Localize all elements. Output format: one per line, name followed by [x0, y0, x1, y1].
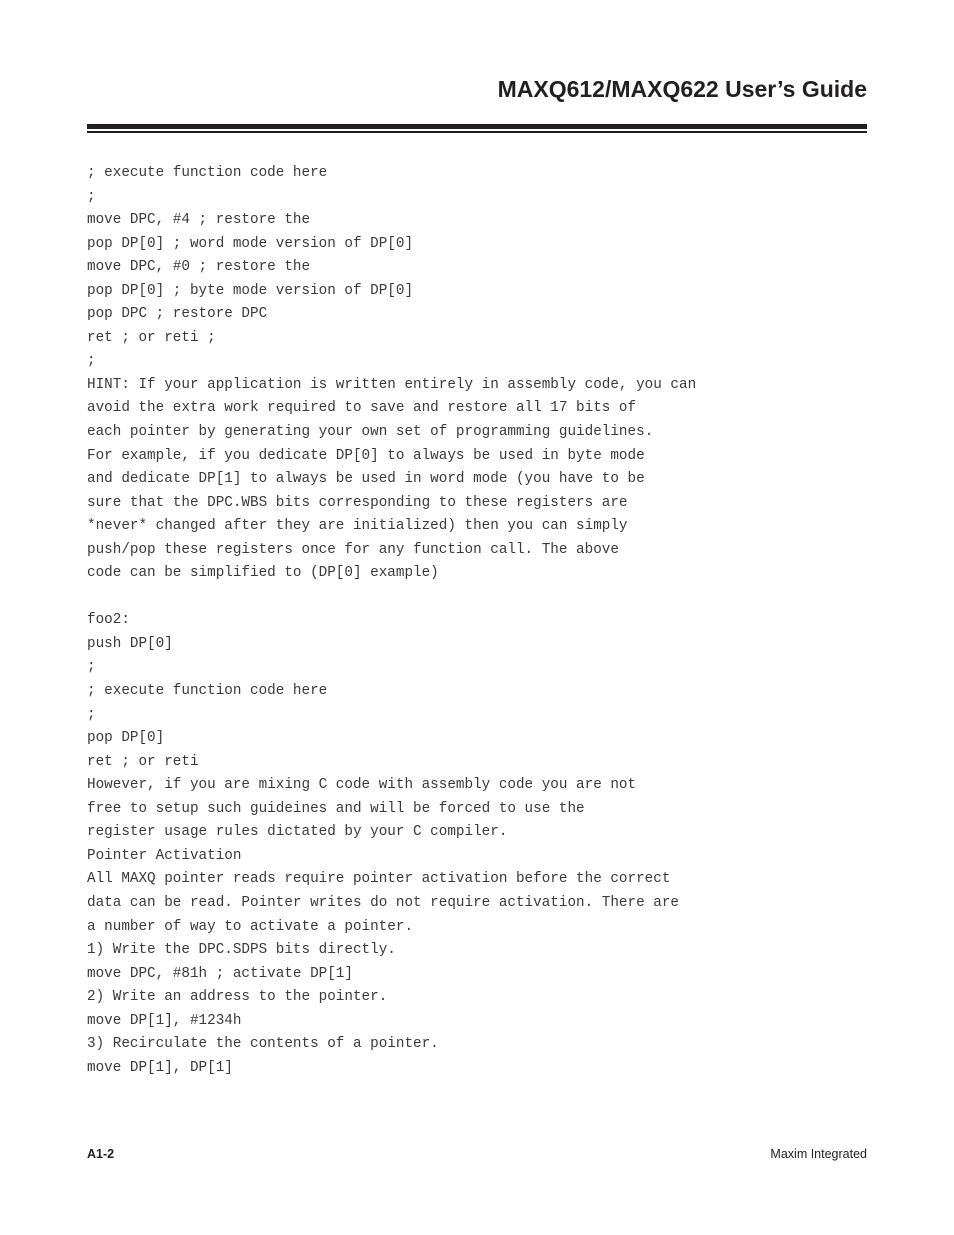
code-line: move DP[1], DP[1] — [87, 1059, 233, 1076]
code-line: However, if you are mixing C code with assembly code you are not — [87, 777, 637, 794]
code-line: pop DPC ; restore DPC — [87, 306, 268, 323]
code-line: move DP[1], #1234h — [87, 1012, 242, 1029]
blank-line — [87, 586, 867, 610]
code-line: code can be simplified to (DP[0] example) — [87, 565, 439, 582]
code-line: each pointer by generating your own set of programming guidelines. — [87, 424, 654, 441]
code-line: free to setup such guideines and will be forced to use the — [87, 800, 585, 817]
code-line: avoid the extra work required to save and restore all 17 bits of — [87, 400, 637, 417]
code-line: ; — [87, 706, 96, 723]
code-line: For example, if you dedicate DP[0] to always be used in byte mode — [87, 447, 645, 464]
code-line: All MAXQ pointer reads require pointer activation before the correct — [87, 871, 671, 888]
code-line: Pointer Activation — [87, 847, 242, 864]
code-line: ; — [87, 659, 96, 676]
code-line: move DPC, #81h ; activate DP[1] — [87, 965, 353, 982]
code-line: sure that the DPC.WBS bits corresponding to these registers are — [87, 494, 628, 511]
code-line: 1) Write the DPC.SDPS bits directly. — [87, 942, 396, 959]
code-line: ret ; or reti — [87, 753, 199, 770]
code-line: move DPC, #0 ; restore the — [87, 259, 311, 276]
code-line: foo2: — [87, 612, 130, 629]
header-rule-thick — [87, 124, 867, 129]
code-listing — [87, 162, 867, 1080]
code-line: data can be read. Pointer writes do not require activation. There are — [87, 894, 679, 911]
code-line: move DPC, #4 ; restore the — [87, 212, 311, 229]
code-line: 2) Write an address to the pointer. — [87, 989, 388, 1006]
code-line: pop DP[0] ; word mode version of DP[0] — [87, 235, 414, 252]
code-line: register usage rules dictated by your C compiler. — [87, 824, 508, 841]
code-line: *never* changed after they are initialized) then you can simply — [87, 518, 628, 535]
page-number: A1-2 — [87, 1147, 115, 1161]
code-line: ret ; or reti ; — [87, 329, 216, 346]
code-line: push DP[0] — [87, 635, 173, 652]
code-line: ; — [87, 353, 96, 370]
header-rule-thin — [87, 131, 867, 133]
code-line: ; execute function code here — [87, 683, 328, 700]
code-line: ; execute function code here — [87, 165, 328, 181]
code-line: ; — [87, 188, 96, 205]
document-title: MAXQ612/MAXQ622 User’s Guide — [497, 76, 867, 102]
footer-company: Maxim Integrated — [770, 1147, 867, 1161]
code-line: a number of way to activate a pointer. — [87, 918, 414, 935]
code-line: pop DP[0] ; byte mode version of DP[0] — [87, 282, 414, 299]
code-line: 3) Recirculate the contents of a pointer. — [87, 1036, 439, 1053]
code-line: HINT: If your application is written entirely in assembly code, you can — [87, 376, 697, 393]
code-line: and dedicate DP[1] to always be used in word mode (you have to be — [87, 471, 645, 488]
code-line: push/pop these registers once for any function call. The above — [87, 541, 619, 558]
code-line: pop DP[0] — [87, 730, 165, 747]
